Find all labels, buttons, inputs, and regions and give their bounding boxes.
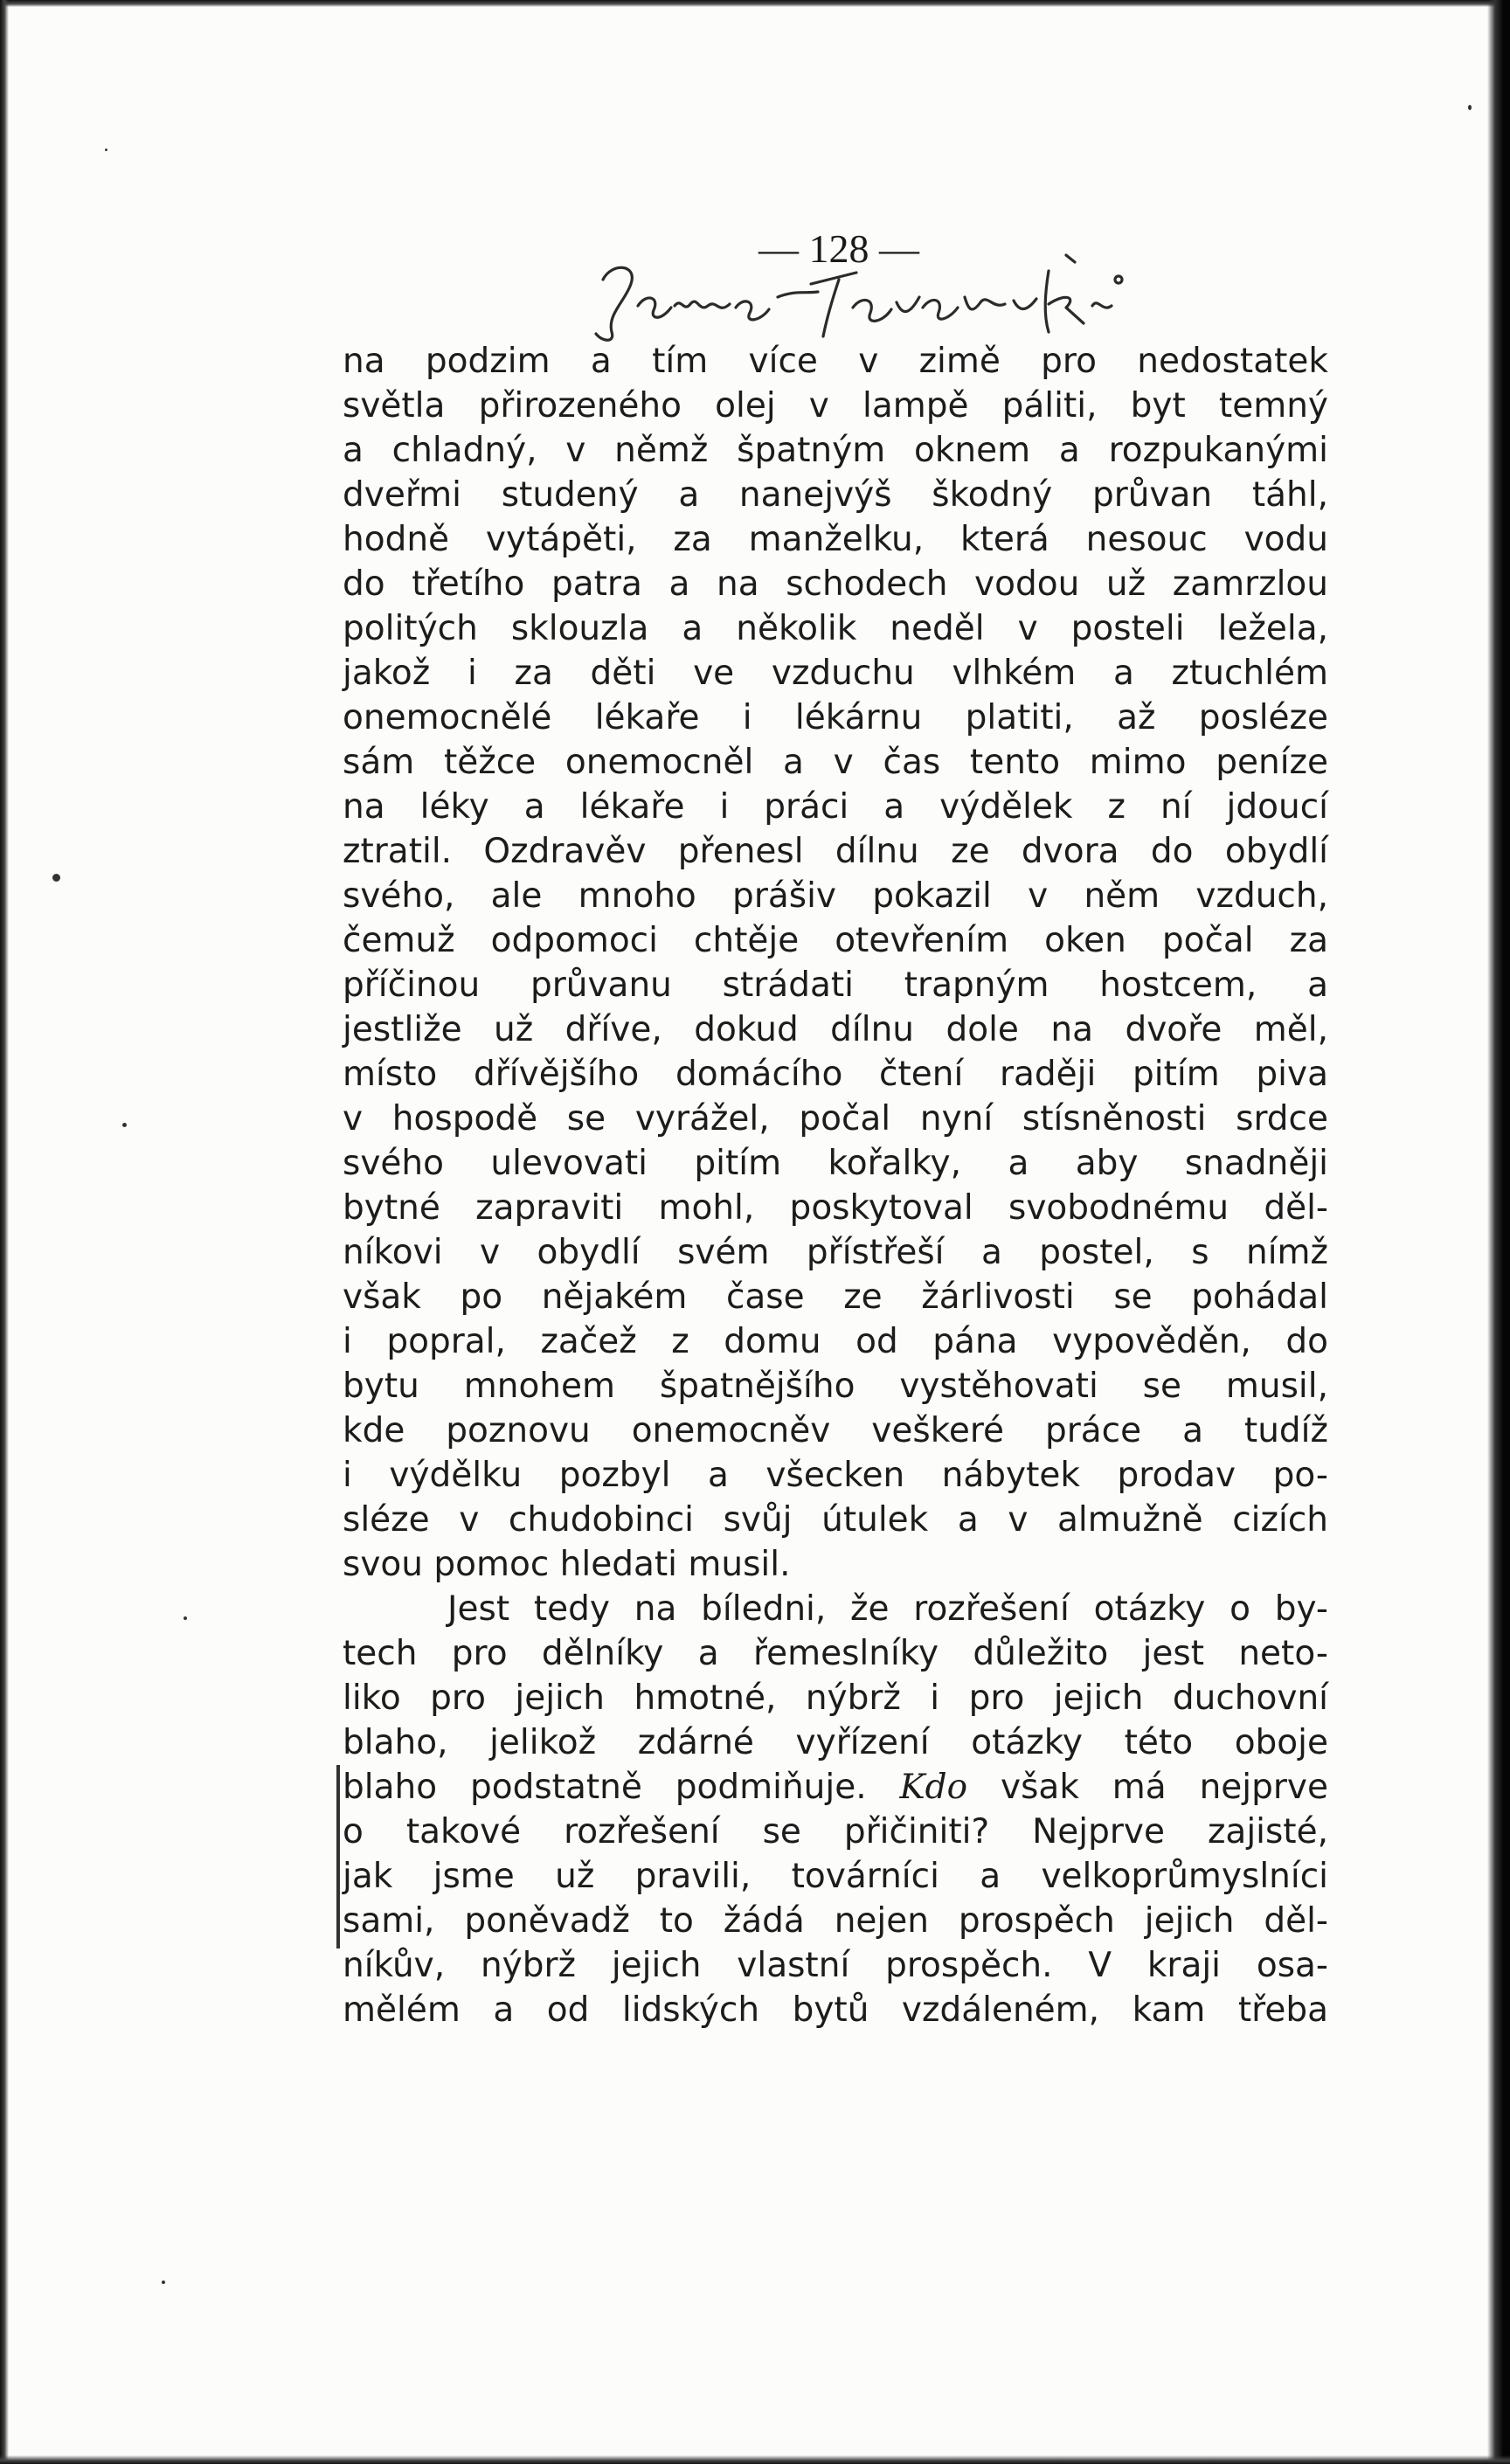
text-line: níkovi v obydlí svém přístřeší a postel, s nímž [343, 1233, 1328, 1272]
text-line: a chladný, v němž špatným oknem a rozpukanými [343, 431, 1328, 470]
text-line: světla přirozeného olej v lampě páliti, byt temný [343, 386, 1328, 426]
text-line: blaho, jelikož zdárné vyřízení otázky této oboje [343, 1723, 1328, 1762]
scan-edge-bottom [0, 2455, 1510, 2464]
text-line: na podzim a tím více v zimě pro nedostatek [343, 342, 1328, 381]
text-line: ztratil. Ozdravěv přenesl dílnu ze dvora do obydlí [343, 832, 1328, 871]
text-line: sami, poněvadž to žádá nejen prospěch jejich děl- [343, 1901, 1328, 1941]
scan-speck [184, 1616, 187, 1620]
text-line: onemocnělé lékaře i lékárnu platiti, až posléze [343, 698, 1328, 737]
text-line: jak jsme už pravili, továrníci a velkoprůmyslníci [343, 1857, 1328, 1896]
text-line: tech pro dělníky a řemeslníky důležito jest neto- [343, 1634, 1328, 1673]
text-line: svého, ale mnoho prášiv pokazil v něm vzduch, [343, 876, 1328, 916]
text-line: sléze v chudobinci svůj útulek a v almužně cizích [343, 1500, 1328, 1540]
text-line: sám těžce onemocněl a v čas tento mimo peníze [343, 743, 1328, 782]
page-number: — 128 — [758, 226, 919, 271]
text-line: v hospodě se vyrážel, počal nyní stísněnosti srdce [343, 1099, 1328, 1139]
text-line: níkův, nýbrž jejich vlastní prospěch. V kraji osa- [343, 1946, 1328, 1985]
text-line: svou pomoc hledati musil. [343, 1545, 791, 1584]
text-line: bytu mnohem špatnějšího vystěhovati se musil, [343, 1367, 1328, 1406]
margin-mark [336, 1765, 340, 1948]
scan-speck [52, 874, 60, 882]
text-line: i popral, začež z domu od pána vypověděn, do [343, 1322, 1328, 1361]
text-line: příčinou průvanu strádati trapným hostcem, a [343, 966, 1328, 1005]
paragraph-1 [343, 339, 1328, 1587]
text-line [343, 1765, 1328, 1810]
scan-speck [105, 149, 107, 151]
text-line: mělém a od lidských bytů vzdáleném, kam třeba [343, 1990, 1328, 2030]
text-line: kde poznovu onemocněv veškeré práce a tudíž [343, 1411, 1328, 1450]
text-line: svého ulevovati pitím kořalky, a aby snadněji [343, 1144, 1328, 1183]
scan-speck [1468, 105, 1472, 110]
text-line: hodně vytápěti, za manželku, která nesouc vodu [343, 520, 1328, 559]
scan-edge-top [0, 0, 1510, 7]
text-line: místo dřívějšího domácího čtení raději pitím piva [343, 1055, 1328, 1094]
scan-edge-right [1487, 0, 1510, 2464]
paragraph-2 [343, 1587, 1328, 2032]
text-line: liko pro jejich hmotné, nýbrž i pro jejich duchovní [343, 1678, 1328, 1718]
text-line: čemuž odpomoci chtěje otevřením oken počal za [343, 921, 1328, 960]
body-text [343, 339, 1328, 2032]
text-line: Jest tedy na bíledni, že rozřešení otázky o by- [447, 1589, 1328, 1629]
text-line: však po nějakém čase ze žárlivosti se pohádal [343, 1277, 1328, 1317]
text-line: politých sklouzla a několik neděl v posteli ležela, [343, 609, 1328, 648]
text-line: bytné zapraviti mohl, poskytoval svobodnému děl- [343, 1188, 1328, 1228]
text-line: jakož i za děti ve vzduchu vlhkém a ztuchlém [343, 654, 1328, 693]
text-segment: blaho podstatně podmiňuje. [343, 1768, 867, 1807]
scan-speck [162, 2281, 165, 2284]
italic-word: Kdo [899, 1768, 968, 1807]
text-segment: však má nejprve [1001, 1768, 1328, 1807]
scan-speck [122, 1123, 127, 1127]
text-line: do třetího patra a na schodech vodou už zamrzlou [343, 564, 1328, 604]
text-line: jestliže už dříve, dokud dílnu dole na dvoře měl, [343, 1010, 1328, 1049]
text-line: i výdělku pozbyl a všecken nábytek prodav po- [343, 1456, 1328, 1495]
handwritten-signature [577, 245, 1241, 345]
text-line: o takové rozřešení se přičiniti? Nejprve zajisté, [343, 1812, 1328, 1851]
scan-edge-left [0, 0, 9, 2464]
text-line: na léky a lékaře i práci a výdělek z ní jdoucí [343, 787, 1328, 827]
text-line: dveřmi studený a nanejvýš škodný průvan táhl, [343, 475, 1328, 515]
